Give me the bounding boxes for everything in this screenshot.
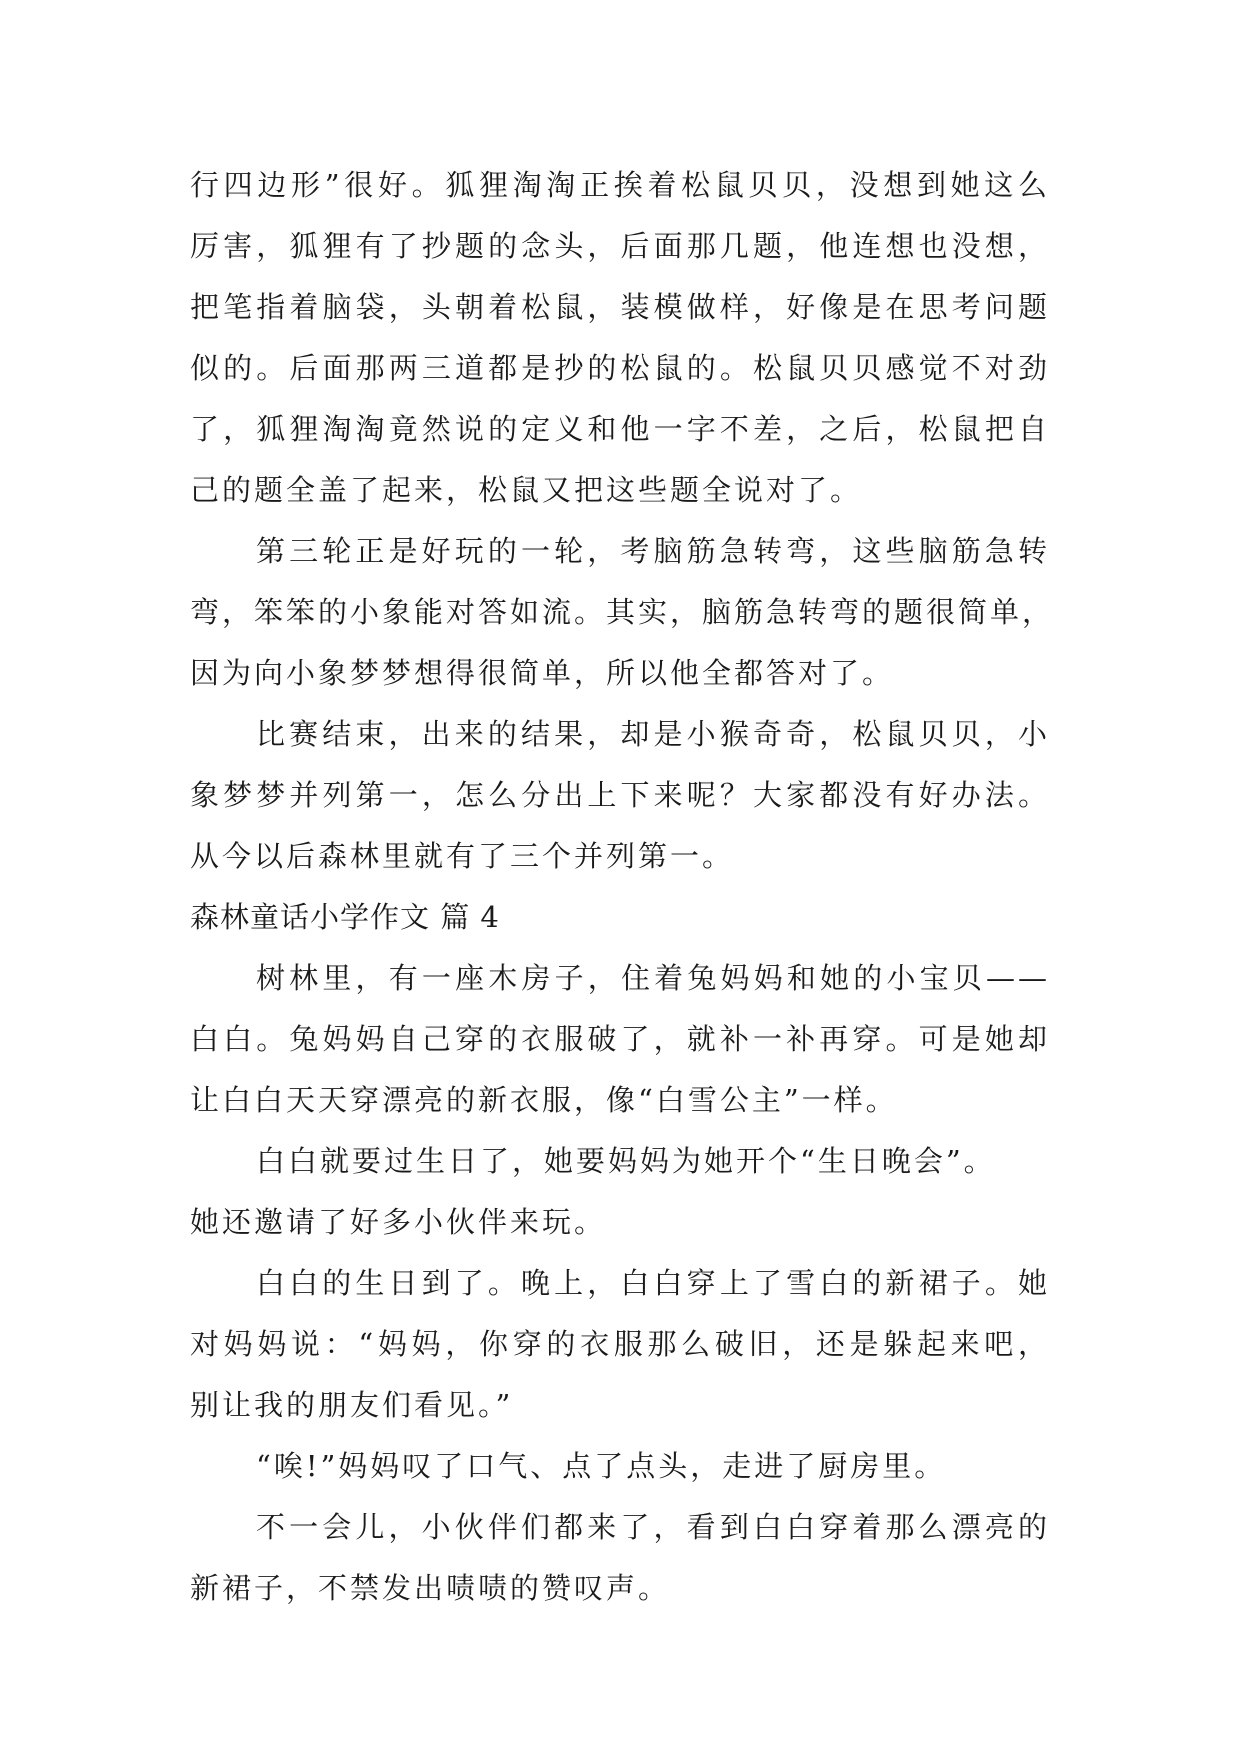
paragraph-line: 了，狐狸淘淘竟然说的定义和他一字不差，之后，松鼠把自 <box>190 412 1050 446</box>
paragraph-line: 弯，笨笨的小象能对答如流。其实，脑筋急转弯的题很简单， <box>190 595 1055 629</box>
paragraph-line: 己的题全盖了起来，松鼠又把这些题全说对了。 <box>190 473 863 507</box>
paragraph-line: 别让我的朋友们看见。” <box>190 1388 514 1422</box>
paragraph-line: 从今以后森林里就有了三个并列第一。 <box>190 839 735 873</box>
paragraph-line: 象梦梦并列第一，怎么分出上下来呢？大家都没有好办法。 <box>190 778 1050 812</box>
paragraph-line: 树林里，有一座木房子，住着兔妈妈和她的小宝贝—— <box>256 961 1050 995</box>
paragraph-line: 她还邀请了好多小伙伴来玩。 <box>190 1205 607 1239</box>
paragraph-line: 因为向小象梦梦想得很简单，所以他全都答对了。 <box>190 656 895 690</box>
paragraph-line: 白白就要过生日了，她要妈妈为她开个“生日晚会”。 <box>256 1144 996 1178</box>
paragraph-line: 比赛结束，出来的结果，却是小猴奇奇，松鼠贝贝，小 <box>256 717 1050 751</box>
paragraph-line: 白白。兔妈妈自己穿的衣服破了，就补一补再穿。可是她却 <box>190 1022 1050 1056</box>
paragraph-line: 厉害，狐狸有了抄题的念头，后面那几题，他连想也没想， <box>190 229 1050 263</box>
paragraph-line: 第三轮正是好玩的一轮，考脑筋急转弯，这些脑筋急转 <box>256 534 1050 568</box>
paragraph-line: 白白的生日到了。晚上，白白穿上了雪白的新裙子。她 <box>256 1266 1050 1300</box>
paragraph-line: 行四边形”很好。狐狸淘淘正挨着松鼠贝贝，没想到她这么 <box>190 168 1050 202</box>
paragraph-line: 让白白天天穿漂亮的新衣服，像“白雪公主”一样。 <box>190 1083 898 1117</box>
paragraph-line: 不一会儿，小伙伴们都来了，看到白白穿着那么漂亮的 <box>256 1510 1050 1544</box>
paragraph-line: 新裙子，不禁发出啧啧的赞叹声。 <box>190 1571 671 1605</box>
section-heading: 森林童话小学作文 篇 4 <box>190 900 500 934</box>
paragraph-line: 似的。后面那两三道都是抄的松鼠的。松鼠贝贝感觉不对劲 <box>190 351 1050 385</box>
paragraph-line: 对妈妈说：“妈妈，你穿的衣服那么破旧，还是躲起来吧， <box>190 1327 1050 1361</box>
essay-body <box>190 155 1055 1619</box>
paragraph-line: 把笔指着脑袋，头朝着松鼠，装模做样，好像是在思考问题 <box>190 290 1050 324</box>
paragraph-line: “唉!”妈妈叹了口气、点了点头，走进了厨房里。 <box>256 1449 947 1483</box>
